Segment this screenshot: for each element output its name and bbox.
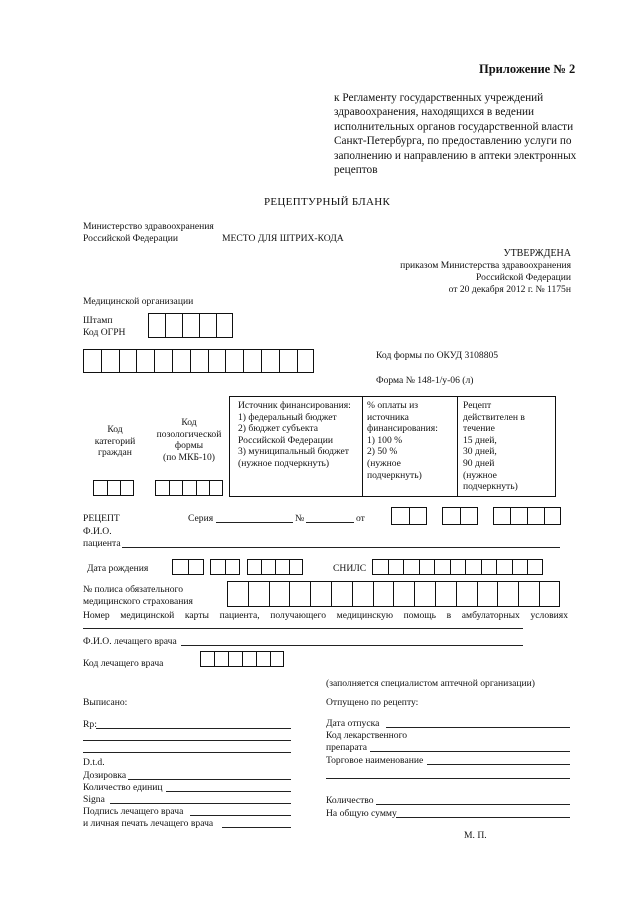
- dosage-field[interactable]: [128, 779, 291, 780]
- series-label: Серия: [188, 513, 214, 524]
- approved-line-1: приказом Министерства здравоохранения: [400, 260, 571, 271]
- quantity-label: Количество: [326, 795, 374, 806]
- trade-name-field[interactable]: [427, 764, 570, 765]
- table-divider-2: [457, 396, 458, 497]
- trade-name-label: Торговое наименование: [326, 755, 424, 766]
- ogrn-label: Код ОГРН: [83, 327, 126, 338]
- okud-code: Код формы по ОКУД 3108805: [376, 350, 499, 361]
- ministry-line-2: Российской Федерации: [83, 233, 178, 244]
- card-number-label: Номер медицинской карты пациента, получающего медицинскую помощь в амбулаторных условиях: [83, 610, 568, 621]
- dispense-date-label: Дата отпуска: [326, 718, 380, 729]
- signa-label: Signa: [83, 794, 105, 805]
- quantity-field[interactable]: [376, 804, 570, 805]
- total-field[interactable]: [396, 817, 570, 818]
- dob-year-cells[interactable]: [247, 559, 303, 575]
- stamp-label: Штамп: [83, 315, 113, 326]
- ministry-line-1: Министерство здравоохранения: [83, 221, 214, 232]
- annex-reference: к Регламенту государственных учреждений здравоохранения, находящихся в ведении исполнительных органов государственной власти Санкт-Петербурга, по предоставлению услуги по заполнению и направлению в аптеки электронных рецептов: [334, 92, 577, 177]
- rp-label: Rp:: [83, 719, 97, 730]
- dob-day-cells[interactable]: [172, 559, 204, 575]
- snils-cells[interactable]: [372, 559, 543, 575]
- recipe-day-cells[interactable]: [391, 507, 427, 525]
- doctor-fio-label: Ф.И.О. лечащего врача: [83, 636, 177, 647]
- seal-label: и личная печать лечащего врача: [83, 818, 214, 829]
- drug-code-label-1: Код лекарственного: [326, 730, 408, 741]
- total-label: На общую сумму: [326, 808, 397, 819]
- rp-line-2[interactable]: [83, 740, 291, 741]
- table-divider-1: [362, 396, 363, 497]
- signature-label: Подпись лечащего врача: [83, 806, 184, 817]
- citizen-category-cells[interactable]: [93, 480, 134, 496]
- recipe-label: РЕЦЕПТ: [83, 513, 120, 524]
- patient-fio-field[interactable]: [122, 547, 560, 548]
- recipe-year-cells[interactable]: [493, 507, 561, 525]
- policy-label-1: № полиса обязательного: [83, 584, 183, 595]
- series-field[interactable]: [216, 522, 293, 523]
- drug-code-field[interactable]: [370, 751, 570, 752]
- approved-line-2: Российской Федерации: [476, 272, 571, 283]
- approved-line-3: от 20 декабря 2012 г. № 1175н: [448, 284, 571, 295]
- finance-source-cell: Источник финансирования: 1) федеральный бюджет 2) бюджет субъекта Российской Федерации 3) муниципальный бюджет (нужное подчеркнуть): [238, 400, 351, 469]
- citizen-category-header: Код категорий граждан: [94, 424, 136, 459]
- pharmacy-note: (заполняется специалистом аптечной организации): [326, 678, 535, 689]
- signature-field[interactable]: [190, 815, 291, 816]
- barcode-placeholder: МЕСТО ДЛЯ ШТРИХ-КОДА: [222, 233, 344, 244]
- drug-code-label-2: препарата: [326, 742, 367, 753]
- dob-month-cells[interactable]: [210, 559, 240, 575]
- doctor-code-label: Код лечащего врача: [83, 658, 164, 669]
- dispense-date-field[interactable]: [386, 727, 570, 728]
- card-number-field[interactable]: [83, 628, 523, 629]
- ogrn-full-cells[interactable]: [83, 349, 314, 373]
- dispensed-label: Отпущено по рецепту:: [326, 697, 419, 708]
- form-number: Форма № 148-1/у-06 (л): [376, 375, 474, 386]
- med-org-label: Медицинской организации: [83, 296, 194, 307]
- annex-title: Приложение № 2: [479, 62, 576, 76]
- signa-field[interactable]: [110, 803, 291, 804]
- rp-line-1[interactable]: [96, 728, 291, 729]
- dob-label: Дата рождения: [87, 563, 149, 574]
- number-label: №: [295, 513, 305, 524]
- form-title: РЕЦЕПТУРНЫЙ БЛАНК: [264, 196, 391, 208]
- policy-number-cells[interactable]: [227, 581, 560, 607]
- recipe-month-cells[interactable]: [442, 507, 478, 525]
- validity-cell: Рецепт действителен в течение 15 дней, 30 дней, 90 дней (нужное подчеркнуть): [463, 400, 525, 493]
- trade-name-line-2[interactable]: [326, 778, 570, 779]
- doctor-code-cells[interactable]: [200, 651, 284, 667]
- payment-percent-cell: % оплаты из источника финансирования: 1) 100 % 2) 50 % (нужное подчеркнуть): [367, 400, 438, 481]
- units-field[interactable]: [166, 791, 291, 792]
- prescribed-label: Выписано:: [83, 697, 128, 708]
- from-label: от: [356, 513, 365, 524]
- fio-label-1: Ф.И.О.: [83, 526, 112, 537]
- fio-label-2: пациента: [83, 538, 121, 549]
- nosology-code-cells[interactable]: [155, 480, 223, 496]
- units-label: Количество единиц: [83, 782, 163, 793]
- policy-label-2: медицинского страхования: [83, 596, 193, 607]
- nosology-code-header: Код позологической формы (по МКБ-10): [156, 417, 222, 463]
- dtd-label: D.t.d.: [83, 757, 105, 768]
- rp-line-3[interactable]: [83, 752, 291, 753]
- ogrn-code-cells[interactable]: [148, 313, 233, 338]
- approved-title: УТВЕРЖДЕНА: [503, 248, 571, 259]
- doctor-fio-field[interactable]: [181, 645, 523, 646]
- seal-field[interactable]: [222, 827, 291, 828]
- dosage-label: Дозировка: [83, 770, 127, 781]
- number-field[interactable]: [306, 522, 354, 523]
- seal-mark: М. П.: [464, 830, 487, 841]
- snils-label: СНИЛС: [333, 563, 367, 574]
